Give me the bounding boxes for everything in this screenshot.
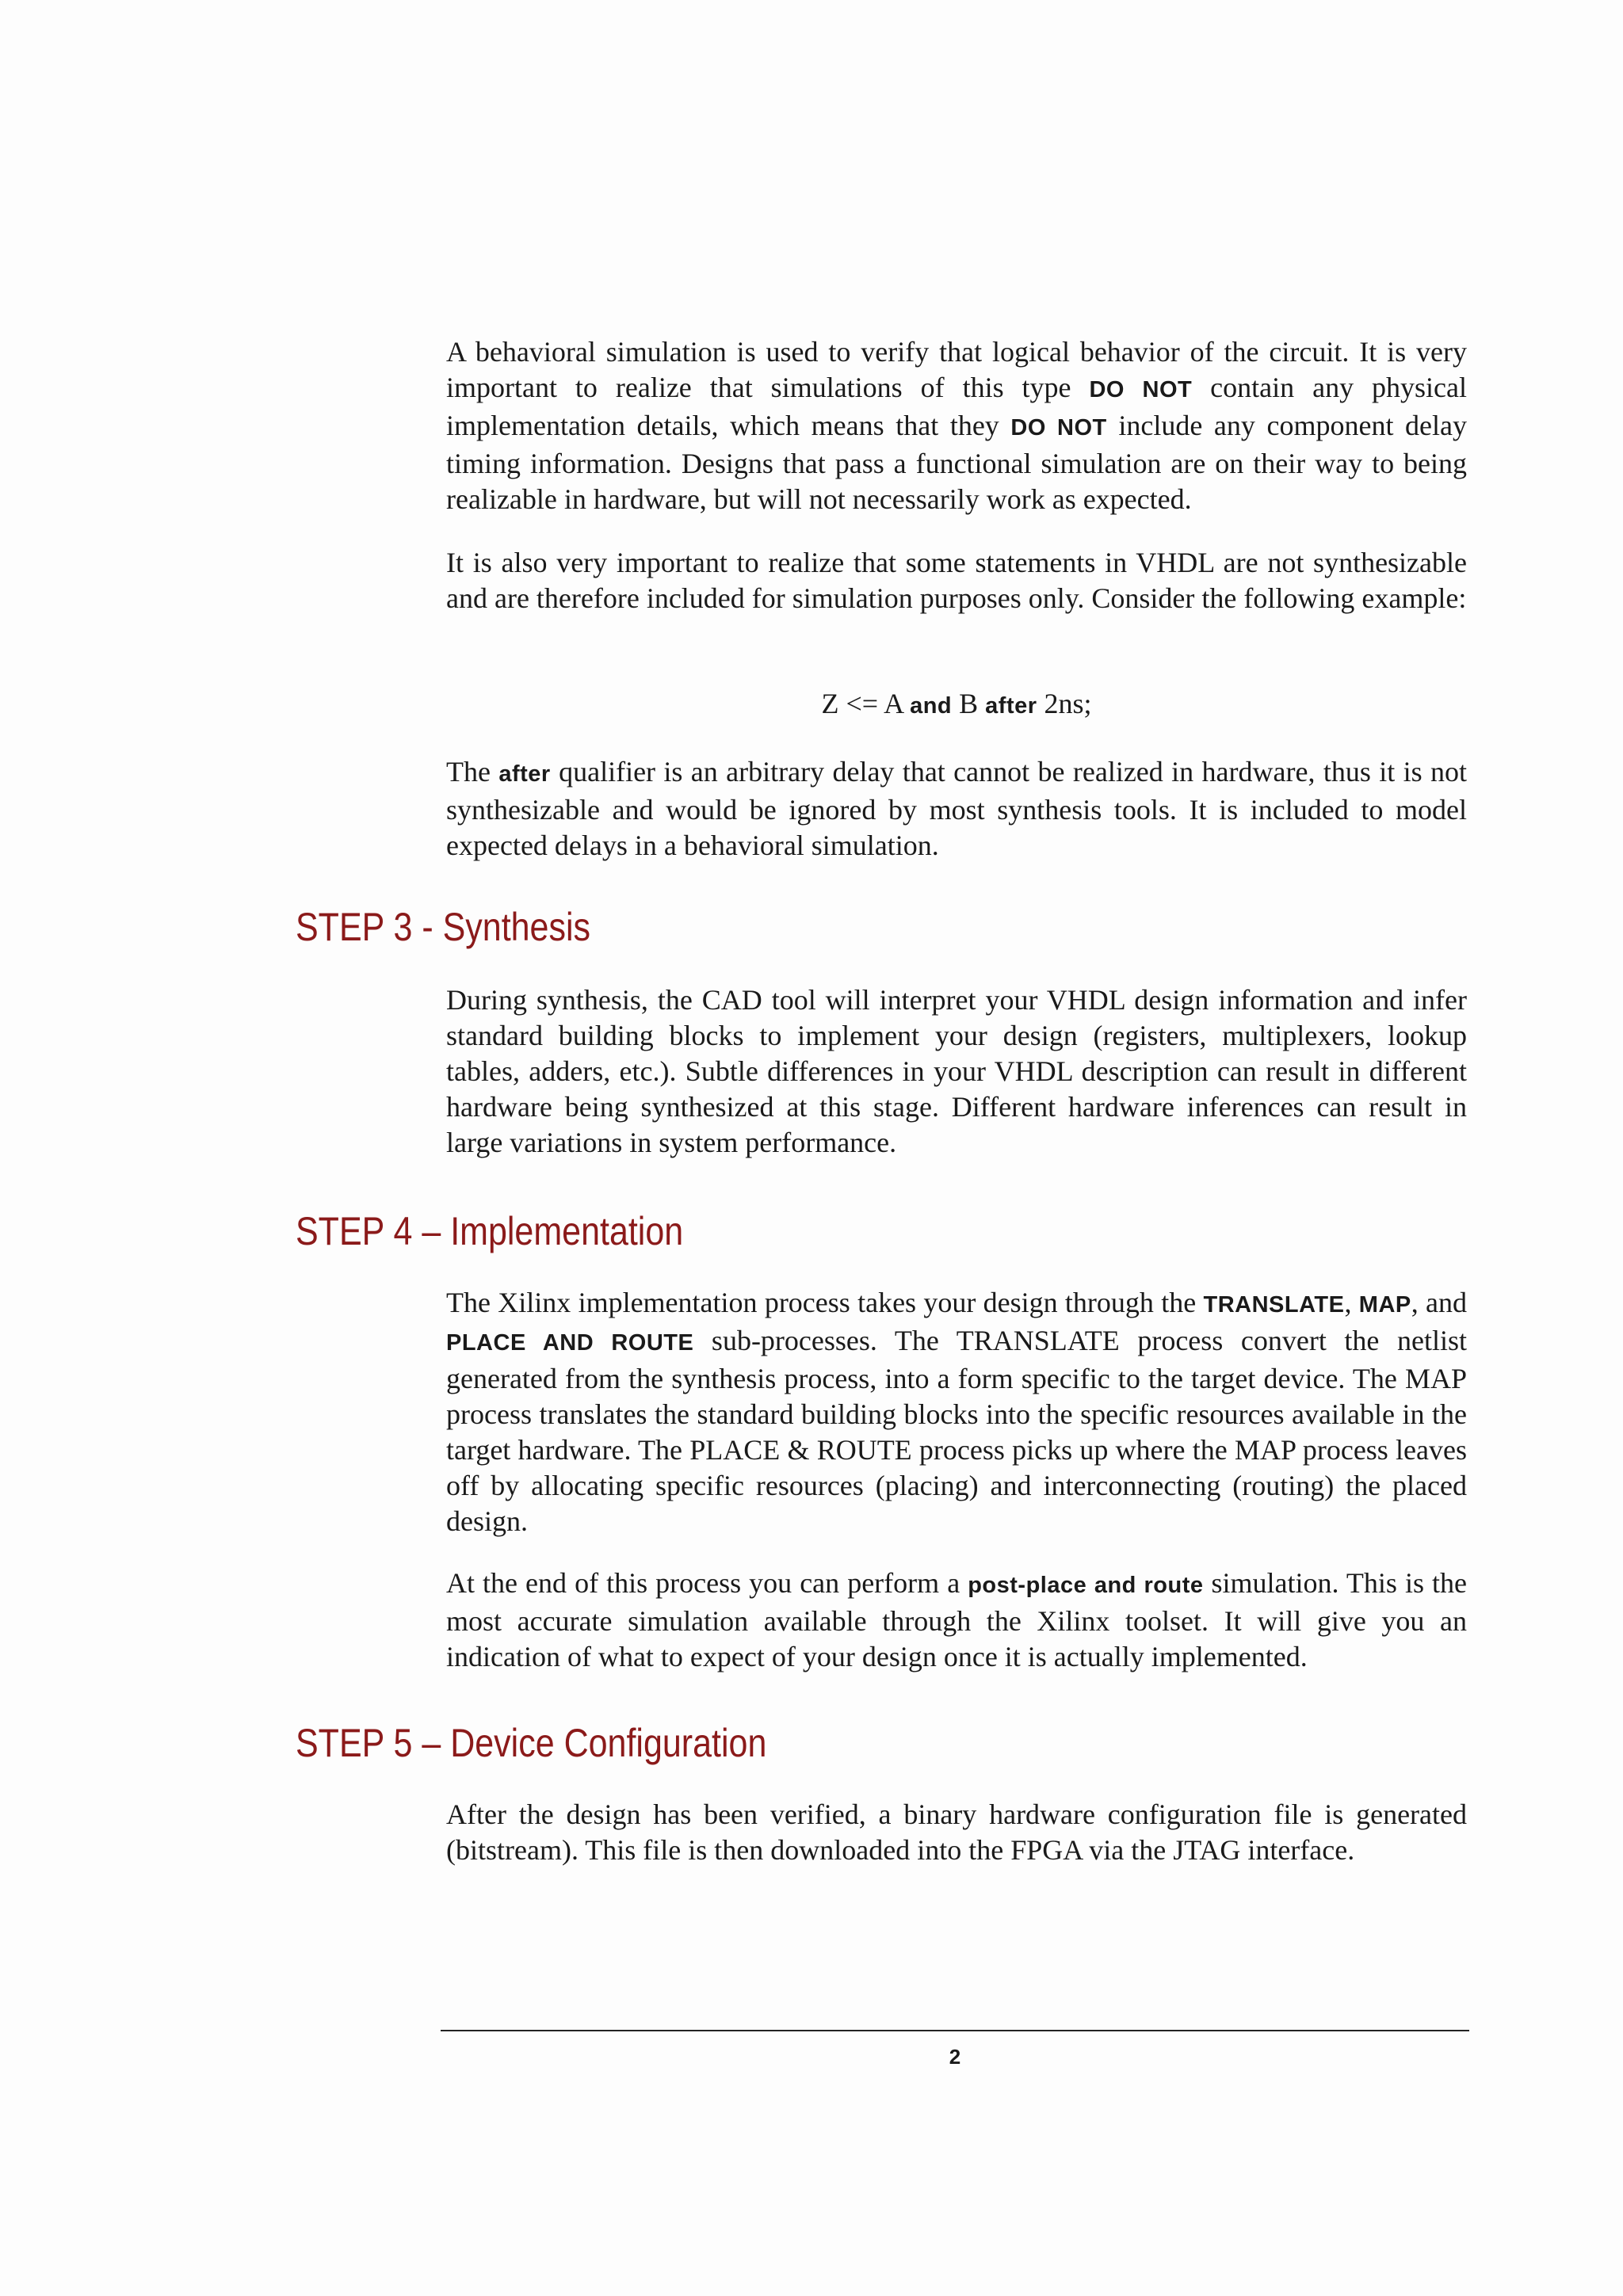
paragraph-synthesis: During synthesis, the CAD tool will interpret your VHDL design information and infer standard building blocks to implement your design (registers, multiplexers, lookup tables, adders, etc.). Subtle differences in your VHDL description can result in different hardware being synthesized at this stage. Different hardware inferences can result in large variations in system performance. [446, 984, 1467, 1158]
paragraph-after-qualifier: The after qualifier is an arbitrary delay that cannot be realized in hardware, thus it is not synthesizable and would be ignored by most synthesis tools. It is included to model expected delays in a behavioral simulation. [446, 756, 1467, 861]
heading-step-3: STEP 3 - Synthesis [296, 905, 591, 949]
keyword-and: and [910, 693, 953, 719]
keyword-do-not: DO NOT [1010, 415, 1107, 441]
paragraph-not-synthesizable: It is also very important to realize that some statements in VHDL are not synthesizable and are therefore included for simulation purposes only. Consider the following example: [446, 547, 1467, 614]
keyword-translate: TRANSLATE [1203, 1292, 1345, 1318]
heading-step-5: STEP 5 – Device Configuration [296, 1721, 767, 1765]
page-number: 2 [949, 2045, 961, 2069]
paragraph-implementation: The Xilinx implementation process takes your design through the TRANSLATE, MAP, and PLACE AND ROUTE sub-processes. The TRANSLATE process convert the netlist generated from the synthesis process, into a form specific to the target device. The MAP process translates the standard building blocks into the specific resources available in the target hardware. The PLACE & ROUTE process picks up where the MAP process leaves off by allocating specific resources (placing) and interconnecting (routing) the placed design. [446, 1287, 1468, 1537]
keyword-after: after [498, 761, 551, 787]
keyword-after: after [985, 693, 1037, 719]
code-example: Z <= A and B after 2ns; [821, 688, 1092, 719]
paragraph-device-configuration: After the design has been verified, a binary hardware configuration file is generated (bitstream). This file is then downloaded into the FPGA via the JTAG interface. [446, 1798, 1467, 1866]
keyword-do-not: DO NOT [1089, 377, 1193, 402]
heading-step-4: STEP 4 – Implementation [296, 1209, 684, 1253]
footer-divider [441, 2030, 1469, 2031]
keyword-map: MAP [1358, 1292, 1411, 1318]
keyword-post-place-and-route: post-place and route [968, 1573, 1204, 1598]
keyword-place-and-route: PLACE AND ROUTE [446, 1330, 694, 1356]
paragraph-post-place-route: At the end of this process you can perform a post-place and route simulation. This is the most accurate simulation available through the Xilinx toolset. It will give you an indication of what to expect of your design once it is actually implemented. [446, 1567, 1468, 1672]
paragraph-behavioral-simulation: A behavioral simulation is used to verify that logical behavior of the circuit. It is very important to realize that simulations of this type DO NOT contain any physical implementation details, which means that they DO NOT include any component delay timing information. Designs that pass a functional simulation are on their way to being realizable in hardware, but will not necessarily work as expected. [446, 336, 1467, 515]
